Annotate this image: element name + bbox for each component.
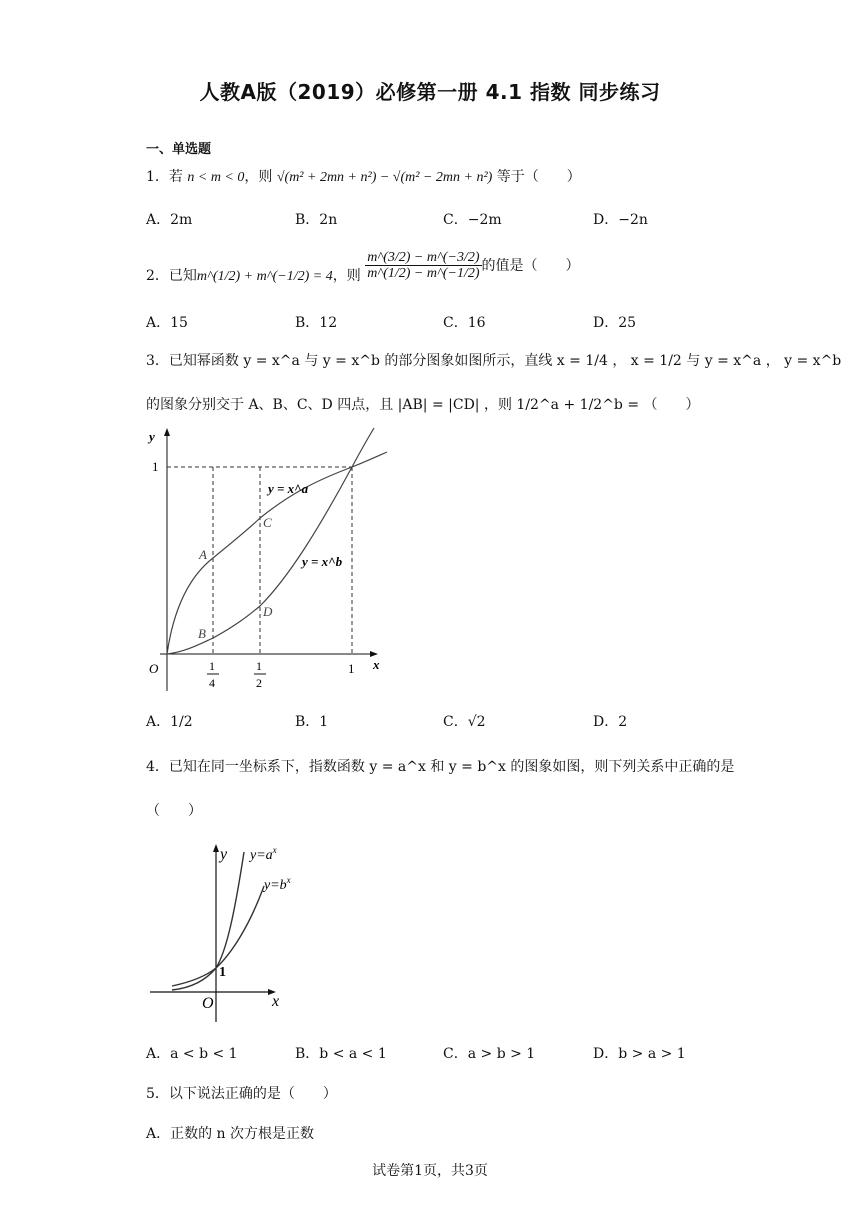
tick-y-1: 1 <box>152 459 159 474</box>
q3-option-d: D．2 <box>593 714 628 730</box>
q2-option-c: C．16 <box>443 315 486 331</box>
y-axis-label: y <box>149 429 155 444</box>
q1-suffix: 等于（ ） <box>496 169 581 185</box>
question-4-line-2: （ ） <box>146 803 202 819</box>
q2-option-a: A．15 <box>146 315 188 331</box>
question-number: 3． <box>146 353 169 369</box>
curve-a-label: y = x^a <box>268 481 309 496</box>
q2-prefix: 已知 <box>168 267 197 284</box>
point-b-label: B <box>198 626 206 641</box>
q5-text: 以下说法正确的是（ ） <box>168 1086 337 1102</box>
q3-text-1: 已知幂函数 y = x^a 与 y = x^b 的部分图象如图所示，直线 x = 1/4 ， x = 1/2 与 y = x^a ， y = x^b <box>168 353 842 369</box>
q4-text-1: 已知在同一坐标系下，指数函数 y = a^x 和 y = b^x 的图象如图，则下列关系中正确的是 <box>168 759 735 775</box>
q1-option-b: B．2n <box>295 212 338 228</box>
y-axis-arrow <box>164 428 170 436</box>
page-footer: 试卷第1页，共3页 <box>372 1163 488 1179</box>
curve-b-x <box>172 886 264 986</box>
section-heading: 一、单选题 <box>146 142 212 157</box>
question-3-line-1 <box>146 350 841 370</box>
q2-suffix: 的值是（ ） <box>481 257 580 274</box>
q2-option-b: B．12 <box>295 315 338 331</box>
question-5 <box>146 1083 337 1103</box>
point-a-label: A <box>199 547 207 562</box>
q5-option-a: A．正数的 n 次方根是正数 <box>146 1126 315 1142</box>
question-number: 1． <box>146 169 169 185</box>
q4-option-b: B．b < a < 1 <box>295 1046 387 1062</box>
q1-option-d: D．−2n <box>593 212 648 228</box>
q1-option-a: A．2m <box>146 212 193 228</box>
question-number: 5． <box>146 1086 169 1102</box>
tick-half-denominator: 2 <box>256 676 262 690</box>
tick-half-numerator: 1 <box>256 659 262 673</box>
q1-expression: √(m² + 2mn + n²) − √(m² − 2mn + n²) <box>276 170 493 185</box>
origin-label: O <box>149 661 159 676</box>
q2-mid: ，则 <box>332 267 361 284</box>
question-3-line-2: 的图象分别交于 A、B、C、D 四点，且 |AB| = |CD| ，则 1/2^a + 1/2^b = （ ） <box>146 397 700 413</box>
question-number: 4． <box>146 759 169 775</box>
origin-label: O <box>202 995 214 1012</box>
tick-x-1: 1 <box>348 661 355 676</box>
curve-b-label: y = x^b <box>302 554 343 569</box>
q1-mid: ，则 <box>244 169 273 185</box>
q3-option-b: B．1 <box>295 714 329 730</box>
intercept-label: 1 <box>219 965 226 980</box>
q2-condition: m^(1/2) + m^(−1/2) = 4 <box>196 268 333 284</box>
exponential-function-graph <box>146 842 296 1024</box>
q3-option-c: C．√2 <box>443 714 486 730</box>
point-d-label: D <box>263 604 273 619</box>
x-axis-label: x <box>272 993 280 1010</box>
q4-option-a: A．a < b < 1 <box>146 1046 238 1062</box>
q3-option-a: A．1/2 <box>146 714 193 730</box>
q1-option-c: C．−2m <box>443 212 502 228</box>
question-4-line-1 <box>146 756 734 776</box>
point-c-label: C <box>263 515 272 530</box>
curve-x-b <box>167 428 374 654</box>
question-1 <box>146 166 581 186</box>
q1-prefix: 若 <box>168 169 183 185</box>
question-2 <box>146 250 580 282</box>
question-number: 2． <box>146 267 169 284</box>
curve-b-label: $y=b^x$ <box>264 875 291 893</box>
q2-denominator: m^(1/2) − m^(−1/2) <box>367 266 480 282</box>
tick-quarter-denominator: 4 <box>209 676 215 690</box>
q1-condition: n < m < 0 <box>187 170 245 185</box>
q2-fraction <box>365 250 481 282</box>
q2-numerator: m^(3/2) − m^(−3/2) <box>367 250 480 265</box>
x-axis-label: x <box>373 657 380 672</box>
page-title: 人教A版（2019）必修第一册 4.1 指数 同步练习 <box>199 80 661 104</box>
curve-a-x <box>172 852 244 990</box>
power-function-graph <box>140 426 400 694</box>
tick-quarter-numerator: 1 <box>209 659 215 673</box>
y-axis-arrow <box>213 844 219 852</box>
q4-option-d: D．b > a > 1 <box>593 1046 686 1062</box>
q4-option-c: C．a > b > 1 <box>443 1046 536 1062</box>
y-axis-label: y <box>220 846 228 863</box>
curve-a-label: $y=a^x$ <box>250 845 277 863</box>
q2-option-d: D．25 <box>593 315 637 331</box>
